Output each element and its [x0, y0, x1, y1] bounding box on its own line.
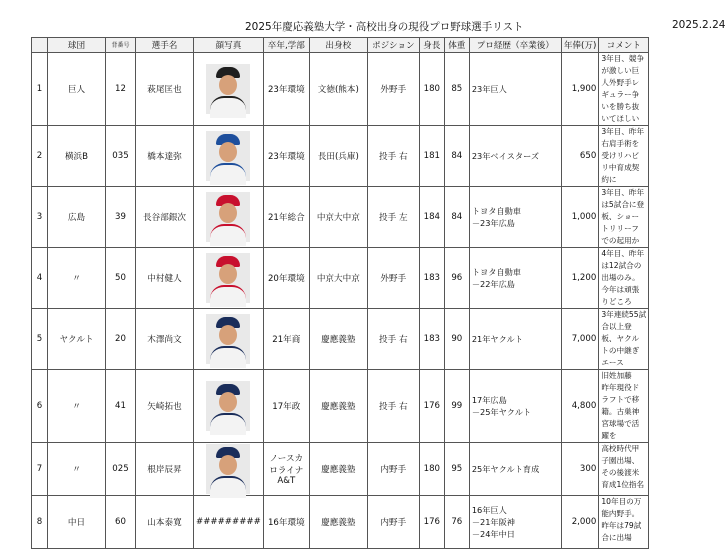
table-row	[32, 126, 649, 187]
row-weight: 84	[444, 187, 469, 248]
table-row	[32, 370, 649, 443]
row-height: 176	[419, 496, 444, 549]
photo-uniform	[210, 346, 246, 368]
row-salary: 1,000	[561, 187, 599, 248]
row-height: 184	[419, 187, 444, 248]
row-salary: 4,800	[561, 370, 599, 443]
row-back-number: 035	[106, 126, 136, 187]
photo-placeholder-text: #########	[196, 517, 261, 527]
photo-uniform	[210, 476, 246, 498]
row-photo	[194, 53, 264, 126]
row-back-number: 41	[106, 370, 136, 443]
photo-uniform	[210, 285, 246, 307]
row-comment: 旧姓加藤 昨年現役ドラフトで移籍。古巣神宮球場で活躍を	[599, 370, 649, 443]
row-back-number: 12	[106, 53, 136, 126]
row-grad: 20年環境	[263, 248, 309, 309]
player-photo	[206, 64, 250, 114]
col-photo: 顔写真	[194, 38, 264, 53]
col-no	[32, 38, 48, 53]
row-team: 横浜B	[48, 126, 106, 187]
page-title: 2025年慶応義塾大学・高校出身の現役プロ野球選手リスト	[245, 21, 524, 33]
row-high-school: 慶應義塾	[309, 309, 367, 370]
player-photo	[206, 131, 250, 181]
row-photo	[194, 443, 264, 496]
row-position: 外野手	[367, 53, 419, 126]
row-height: 176	[419, 370, 444, 443]
row-back-number: 50	[106, 248, 136, 309]
row-back-number: 39	[106, 187, 136, 248]
row-weight: 96	[444, 248, 469, 309]
row-career: 25年ヤクルト育成	[469, 443, 561, 496]
player-table	[31, 37, 649, 549]
row-career: トヨタ自動車 －22年広島	[469, 248, 561, 309]
row-name: 矢崎拓也	[136, 370, 194, 443]
row-salary: 2,000	[561, 496, 599, 549]
row-high-school: 慶應義塾	[309, 443, 367, 496]
row-comment: 高校時代甲子園出場、その後渡米育成1位指名	[599, 443, 649, 496]
row-comment: 3年連続55試合以上登板、ヤクルトの中継ぎエース	[599, 309, 649, 370]
row-team: 中日	[48, 496, 106, 549]
row-grad: 21年商	[263, 309, 309, 370]
photo-uniform	[210, 96, 246, 118]
row-photo	[194, 187, 264, 248]
col-weight: 体重	[444, 38, 469, 53]
row-photo	[194, 309, 264, 370]
row-height: 183	[419, 248, 444, 309]
col-height: 身長	[419, 38, 444, 53]
col-high-school: 出身校	[309, 38, 367, 53]
photo-face	[219, 75, 237, 95]
table-row	[32, 496, 649, 549]
row-name: 山本泰寛	[136, 496, 194, 549]
col-comment: コメント	[599, 38, 649, 53]
table-row	[32, 248, 649, 309]
row-weight: 76	[444, 496, 469, 549]
row-comment: 4年目、昨年は12試合の出場のみ。今年は頑張りどころ	[599, 248, 649, 309]
col-career: プロ経歴（卒業後）	[469, 38, 561, 53]
photo-face	[219, 264, 237, 284]
row-team: 〃	[48, 248, 106, 309]
photo-face	[219, 325, 237, 345]
row-no: 4	[32, 248, 48, 309]
row-salary: 1,200	[561, 248, 599, 309]
row-team: 巨人	[48, 53, 106, 126]
row-career: 21年ヤクルト	[469, 309, 561, 370]
table-row	[32, 187, 649, 248]
row-salary: 7,000	[561, 309, 599, 370]
photo-uniform	[210, 224, 246, 246]
photo-face	[219, 455, 237, 475]
row-career: トヨタ自動車 －23年広島	[469, 187, 561, 248]
photo-uniform	[210, 413, 246, 435]
row-career: 17年広島 －25年ヤクルト	[469, 370, 561, 443]
row-photo	[194, 370, 264, 443]
col-grad: 卒年,学部	[263, 38, 309, 53]
row-high-school: 長田(兵庫)	[309, 126, 367, 187]
row-height: 180	[419, 443, 444, 496]
row-weight: 90	[444, 309, 469, 370]
row-name: 橋本達弥	[136, 126, 194, 187]
row-grad: 21年総合	[263, 187, 309, 248]
row-photo	[194, 126, 264, 187]
row-name: 中村健人	[136, 248, 194, 309]
photo-face	[219, 203, 237, 223]
row-high-school: 文徳(熊本)	[309, 53, 367, 126]
row-salary: 650	[561, 126, 599, 187]
table-row	[32, 443, 649, 496]
row-no: 7	[32, 443, 48, 496]
row-comment: 3年目、昨年右肩手術を受けリハビリ中育成契約に	[599, 126, 649, 187]
row-name: 木澤尚文	[136, 309, 194, 370]
photo-uniform	[210, 163, 246, 185]
row-position: 投手 右	[367, 309, 419, 370]
row-height: 180	[419, 53, 444, 126]
row-weight: 95	[444, 443, 469, 496]
row-name: 長谷部銀次	[136, 187, 194, 248]
row-grad: ノースカロライナA&T	[263, 443, 309, 496]
row-grad: 16年環境	[263, 496, 309, 549]
player-photo	[206, 253, 250, 303]
table-row	[32, 309, 649, 370]
row-high-school: 中京大中京	[309, 187, 367, 248]
photo-face	[219, 392, 237, 412]
row-position: 投手 左	[367, 187, 419, 248]
col-position: ポジション	[367, 38, 419, 53]
row-team: 〃	[48, 443, 106, 496]
row-career: 23年巨人	[469, 53, 561, 126]
player-photo	[206, 381, 250, 431]
row-weight: 84	[444, 126, 469, 187]
row-no: 6	[32, 370, 48, 443]
col-team: 球団	[48, 38, 106, 53]
row-name: 萩尾匡也	[136, 53, 194, 126]
row-weight: 85	[444, 53, 469, 126]
player-photo	[206, 444, 250, 494]
row-no: 3	[32, 187, 48, 248]
row-career: 23年ベイスターズ	[469, 126, 561, 187]
row-height: 181	[419, 126, 444, 187]
row-position: 投手 右	[367, 370, 419, 443]
row-weight: 99	[444, 370, 469, 443]
row-photo	[194, 496, 264, 549]
row-team: ヤクルト	[48, 309, 106, 370]
player-photo	[206, 314, 250, 364]
row-no: 2	[32, 126, 48, 187]
row-name: 根岸辰昇	[136, 443, 194, 496]
row-career: 16年巨人 －21年阪神 －24年中日	[469, 496, 561, 549]
row-grad: 17年政	[263, 370, 309, 443]
photo-face	[219, 142, 237, 162]
row-no: 5	[32, 309, 48, 370]
col-back-number	[106, 38, 136, 53]
col-name: 選手名	[136, 38, 194, 53]
row-salary: 1,900	[561, 53, 599, 126]
row-salary: 300	[561, 443, 599, 496]
table-header-row	[32, 38, 649, 53]
col-back-number-label: 背番号	[111, 42, 130, 49]
row-position: 投手 右	[367, 126, 419, 187]
list-date: 2025.2.24	[672, 19, 725, 31]
row-comment: 10年目の万能内野手。昨年は79試合に出場	[599, 496, 649, 549]
row-height: 183	[419, 309, 444, 370]
row-position: 内野手	[367, 443, 419, 496]
row-back-number: 60	[106, 496, 136, 549]
row-team: 広島	[48, 187, 106, 248]
row-grad: 23年環境	[263, 126, 309, 187]
row-back-number: 20	[106, 309, 136, 370]
row-photo	[194, 248, 264, 309]
row-no: 8	[32, 496, 48, 549]
row-high-school: 慶應義塾	[309, 496, 367, 549]
table-row	[32, 53, 649, 126]
row-high-school: 慶應義塾	[309, 370, 367, 443]
row-no: 1	[32, 53, 48, 126]
row-comment: 3年目、競争が激しい巨人外野手レギュラー争いを勝ち抜いてほしい	[599, 53, 649, 126]
row-team: 〃	[48, 370, 106, 443]
col-salary: 年俸(万)	[561, 38, 599, 53]
row-position: 内野手	[367, 496, 419, 549]
row-comment: 3年目、昨年は5試合に登板、ショートリリーフでの起用か	[599, 187, 649, 248]
row-back-number: 025	[106, 443, 136, 496]
row-grad: 23年環境	[263, 53, 309, 126]
player-photo	[206, 192, 250, 242]
row-high-school: 中京大中京	[309, 248, 367, 309]
row-position: 外野手	[367, 248, 419, 309]
